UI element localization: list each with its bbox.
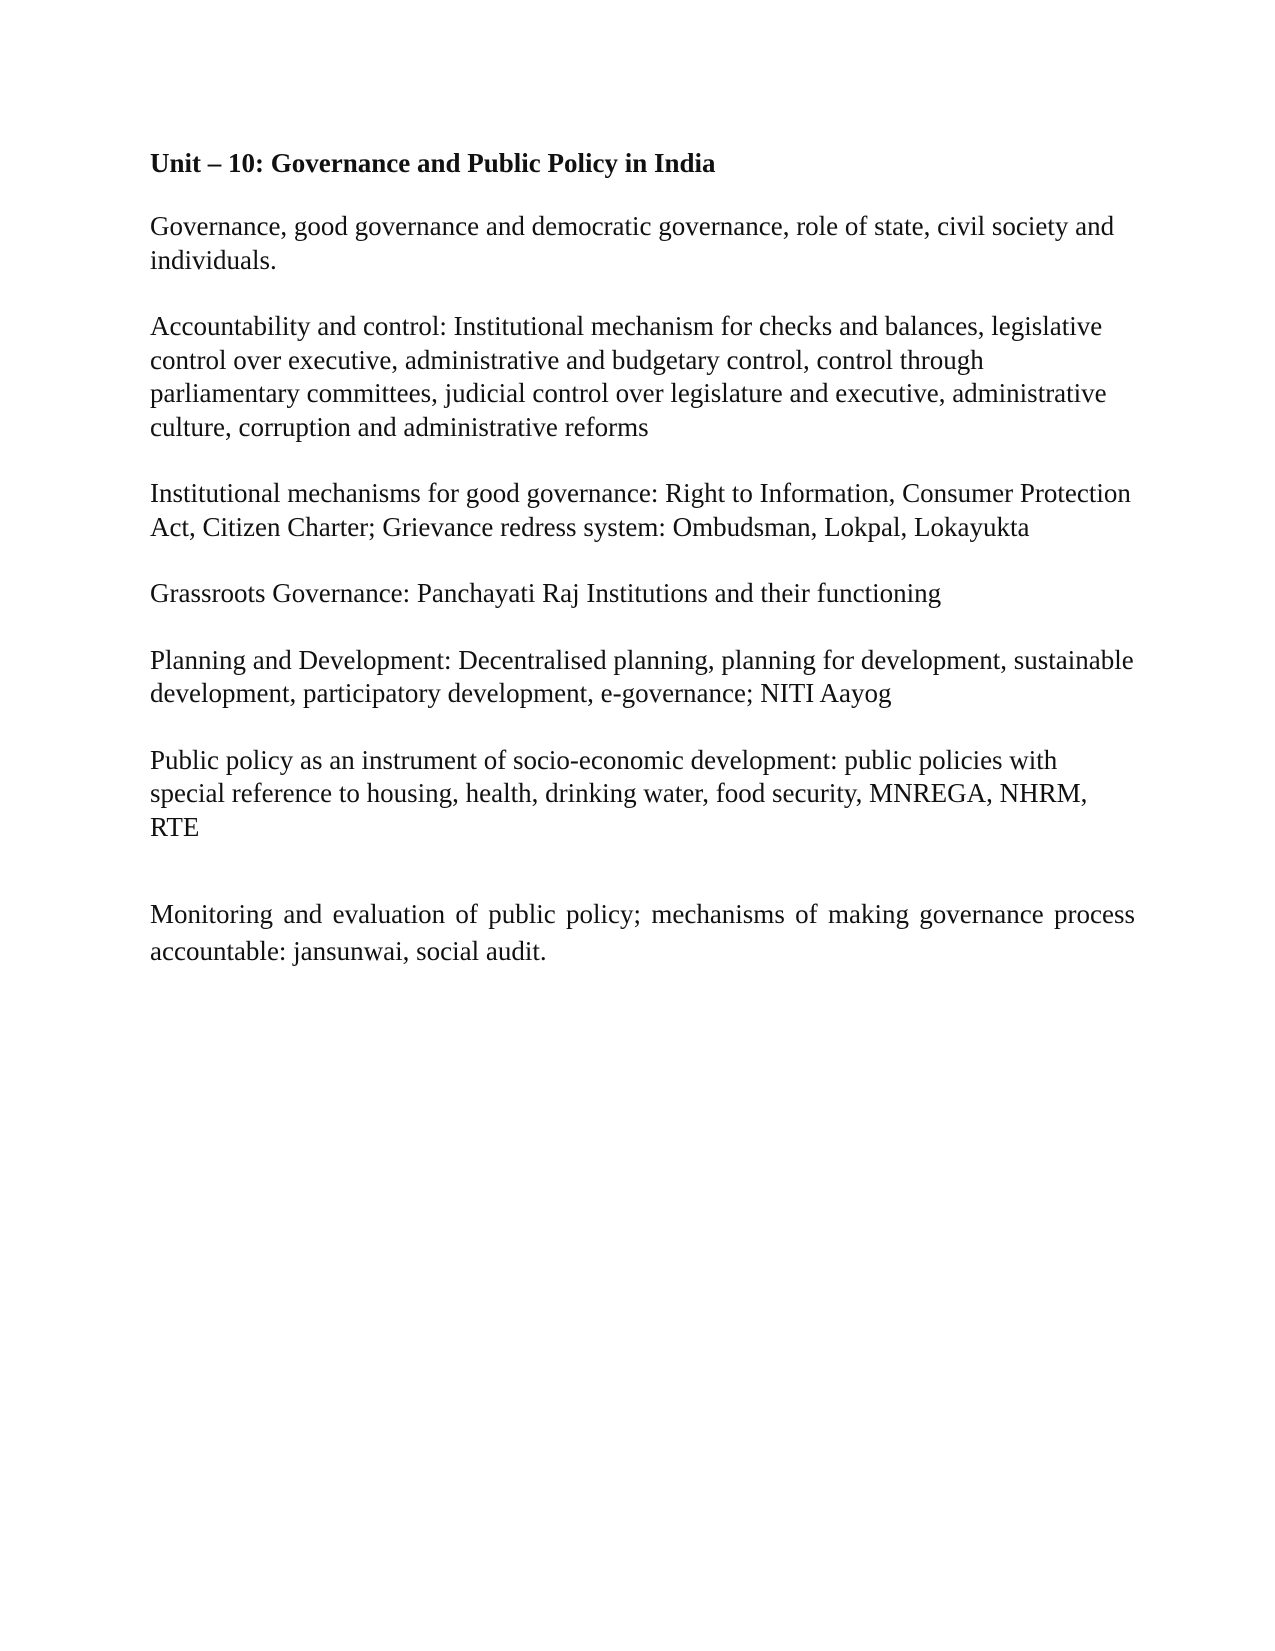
paragraph-accountability: Accountability and control: Institutional mechanism for checks and balances, legislative control over executive, administrative and budgetary control, control through parliamentary committees, judicial control over legislature and executive, administrative culture, corruption and administrative reforms (150, 311, 1107, 442)
unit-heading: Unit – 10: Governance and Public Policy in India (150, 148, 716, 178)
paragraph-planning: Planning and Development: Decentralised planning, planning for development, sustainable development, participatory development, e-governance; NITI Aayog (150, 644, 1134, 708)
paragraph-grassroots: Grassroots Governance: Panchayati Raj Institutions and their functioning (150, 578, 942, 608)
paragraph-governance: Governance, good governance and democratic governance, role of state, civil society and individuals. (150, 211, 1115, 275)
paragraph-public-policy: Public policy as an instrument of socio-economic development: public policies with special reference to housing, health, drinking water, food security, MNREGA, NHRM, RTE (150, 744, 1088, 842)
document-body (150, 146, 1135, 1003)
paragraph-institutional-mechanisms: Institutional mechanisms for good governance: Right to Information, Consumer Protection Act, Citizen Charter; Grievance redress system: Ombudsman, Lokpal, Lokayukta (150, 478, 1131, 542)
paragraph-monitoring: Monitoring and evaluation of public policy; mechanisms of making governance process accountable: jansunwai, social audit. (150, 899, 1135, 966)
